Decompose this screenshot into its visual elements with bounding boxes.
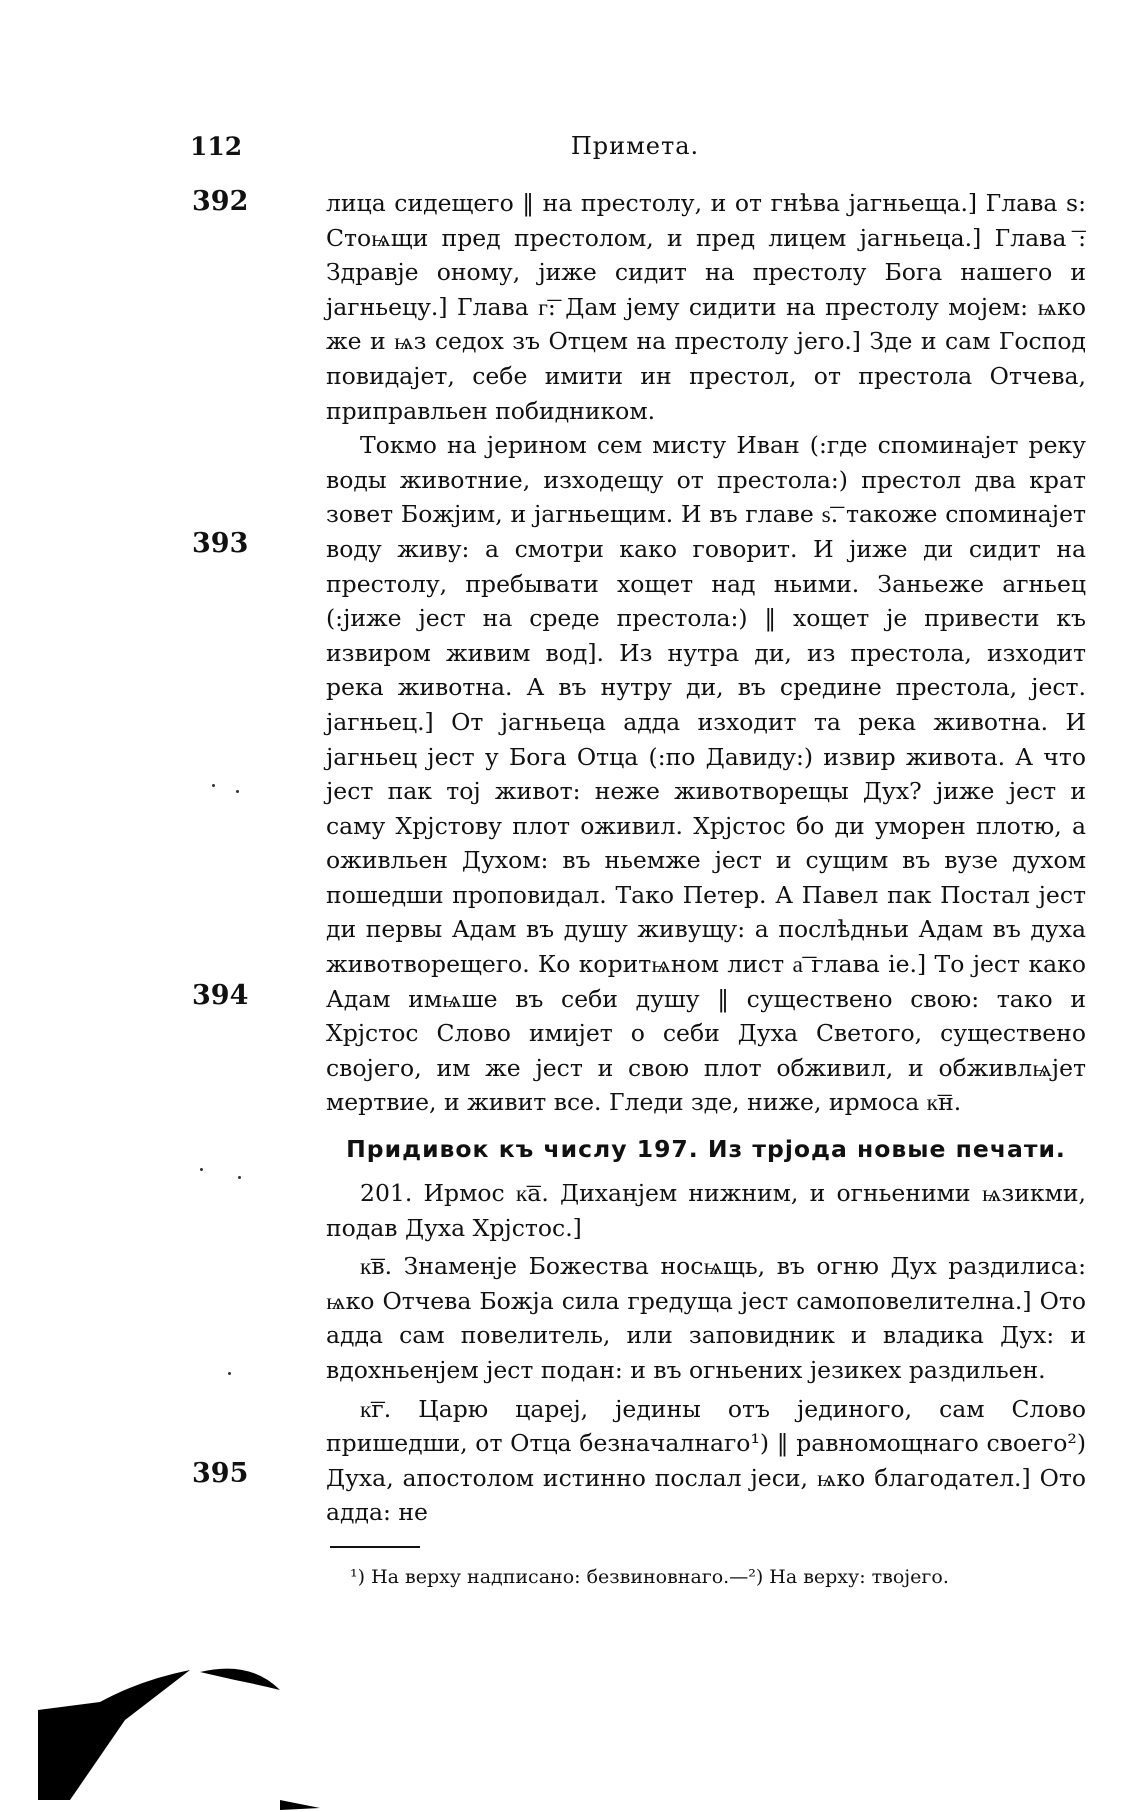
page-number: 112 [190, 132, 243, 161]
main-text [326, 186, 1086, 1530]
running-title: Примета. [570, 132, 700, 160]
scan-ink-blot [30, 1650, 360, 1810]
paragraph: лица сидещего ‖ на престолу, и от гнѣва јагньеща.] Глава ѕ: Стоѩщи пред престолом, и пред лицем јагньеца.] Глава ͞: Здравје оному, јиже сидит на престолу Бога нашего и јагньецу.] Глава г͞: Дам јему сидити на престолу мојем: ѩко же и ѩз седох зъ Отцем на престолу јего.] Зде и сам Господ повидајет, себе имити ин престол, от престола Отчева, приправльен побидником. [326, 189, 1086, 425]
margin-number: 392 [192, 186, 249, 217]
footnote-divider [330, 1546, 420, 1548]
paragraph: Токмо на јерином сем мисту Иван (:где споминајет реку воды животние, изходещу от престола:) престол два крат зовет Божјим, и јагньещим. И въ главе ѕ͞. такоже споминајет воду живу: а смотри како говорит. И јиже ди сидит на престолу, пребывати хощет над ньими. Заньеже агньец (:јиже јест на среде престола:) ‖ хощет је привести къ извиром живим вод]. Из нутра ди, из престола, изходит река животна. А въ нутру ди, въ средине престола, јест. јагньец.] От јагньеца адда изходит та река животна. И јагньец јест у Бога Отца (:по Давиду:) извир живота. А что јест пак тој живот: неже животворещы Дух? јиже јест и саму Хрјстову плот оживил. Хрјстос бо ди уморен плотю, а оживльен Духом: въ ньемже јест и сущим въ вузе духом пошедши проповидал. Тако Петер. А Павел пак Постал јест ди первы Адам въ душу живущу: а послѣдньи Адам въ духа животворещего. Ко коритѩном лист а͞ глава iе.] То јест како Адам имѩше въ себи душу ‖ существено свою: тако и Хрјстос Слово имијет о себи Духа Светого, существено својего, им же јест и свою плот обживил, и обживлѩјет мертвие, и живит все. Гледи зде, ниже, ирмоса к͞н. [326, 431, 1086, 1117]
page-header [190, 132, 1080, 172]
scan-speck [236, 790, 239, 793]
paragraph: к͞в. Знаменје Божества носѩщь, въ огню Дух раздилиса: ѩко Отчева Божја сила гредуща јест самоповелителна.] Ото адда сам повелитель, или заповидник и владика Дух: и вдохньенјем јест подан: и въ огньених језикех раздильен. [326, 1252, 1086, 1384]
margin-number: 394 [192, 980, 249, 1011]
paragraph: 201. Ирмос к͞а. Диханјем нижним, и огньеними ѩзикми, подав Духа Хрјстос.] [326, 1179, 1086, 1242]
scan-speck [200, 1168, 203, 1171]
margin-number: 393 [192, 528, 249, 559]
scan-speck [212, 784, 215, 787]
margin-number: 395 [192, 1458, 249, 1489]
scan-speck [228, 1372, 231, 1375]
scan-speck [238, 1176, 241, 1179]
paragraph: к͞г. Царю цареј, једины отъ јединого, сам Слово пришедши, от Отца безначалнаго¹) ‖ равномощнаго своего²) Духа, апостолом истинно послал јеси, ѩко благодател.] Ото адда: не [326, 1394, 1086, 1527]
footnote: ¹) На верху надписано: безвиновнаго.—²) На верху: твојего. [350, 1566, 949, 1588]
section-heading: Придивок къ числу 197. Из трјода новые печати. [346, 1135, 1066, 1164]
